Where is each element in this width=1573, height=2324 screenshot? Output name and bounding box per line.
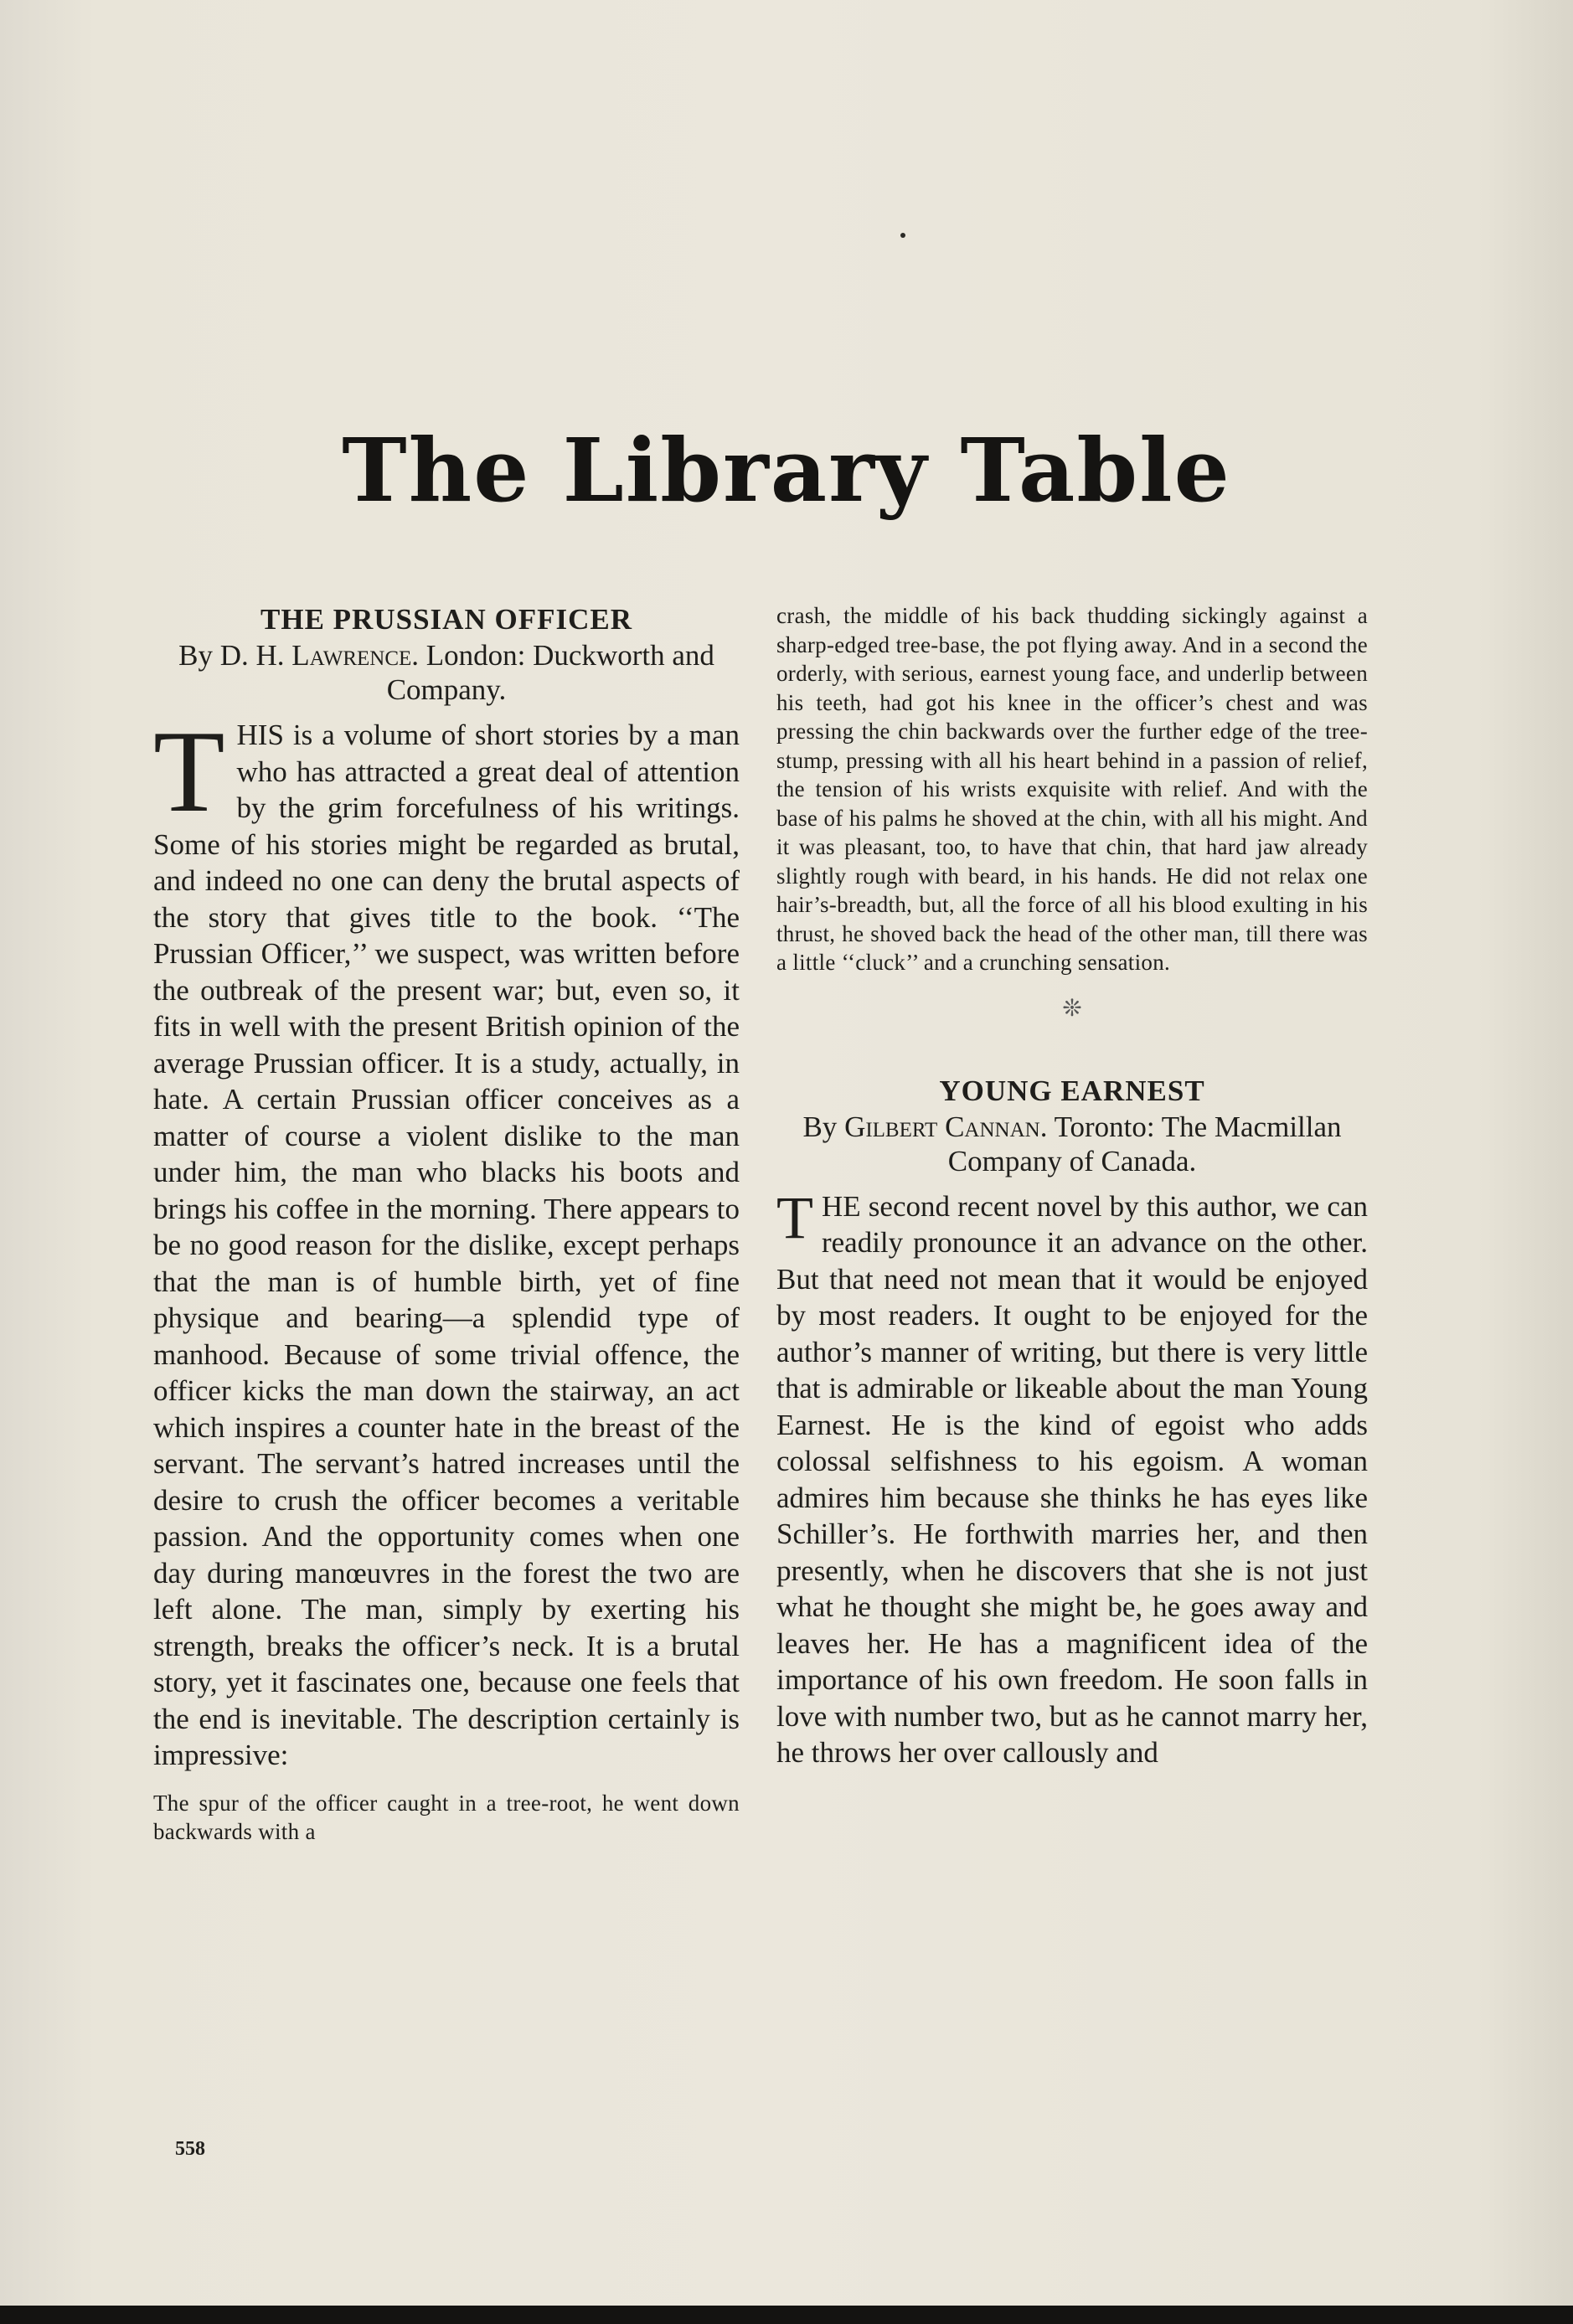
right-column (776, 601, 1368, 1771)
section-ornament: ❊ (1062, 995, 1082, 1022)
article-body (776, 1183, 1368, 1771)
byline-prefix: By (802, 1110, 838, 1143)
drop-cap: T (776, 1183, 813, 1251)
article-byline (153, 638, 740, 707)
paper-speck (900, 233, 905, 238)
article-body (153, 707, 740, 1774)
article-author: D. H. Lawrence. (219, 639, 420, 672)
quoted-passage-continued: crash, the middle of his back thudding sickingly against a sharp-edged tree-base, the pot flying away. And in a second the orderly, with serious, earnest young face, and underlip between his teeth, had got his knee in the officer’s chest and was pressing the chin backwards over the further edge of the tree-stump, pressing with all his heart behind in a passion of relief, the tension of his wrists exquisite with relief. And with the base of his palms he shoved at the chin, with all his might. And it was pleasant, too, to have that chin, that hard jaw already slightly rough with beard, in his hands. He did not relax one hair’s-breadth, but, all the force of all his blood exulting in his thrust, he shoved back the head of the other man, till there was a little ‘‘cluck’’ and a crunching sensation. (776, 603, 1368, 975)
article-byline (776, 1110, 1368, 1178)
scan-edge (0, 2306, 1573, 2324)
article-publisher: London: Duckworth and Company. (386, 639, 714, 706)
page-number: 558 (175, 2138, 205, 2160)
article-title: THE PRUSSIAN OFFICER (260, 603, 632, 636)
article-body-text: HE second recent novel by this author, we can readily pronounce it an advance on the other. But that need not mean that it would be enjoyed by most readers. It ought to be enjoyed for the author’s manner of writing, but there is very little that is admirable or likeable about the man Young Earnest. He is the kind of egoist who adds colossal selfishness to his egoism. A woman admires him because she thinks he has eyes like Schiller’s. He forthwith marries her, and then presently, when he discovers that she is not just what he thought she might be, he goes away and leaves her. He has a magnificent idea of the importance of his own freedom. He soon falls in love with number two, but as he cannot marry her, he throws her over callously and (776, 1189, 1368, 1769)
byline-prefix: By (178, 639, 213, 672)
drop-cap: T (153, 707, 225, 837)
masthead-title: The Library Table (342, 419, 1231, 522)
article-body-text: HIS is a volume of short stories by a man who has attracted a great deal of attention by the grim forcefulness of his writings. Some of his stories might be regarded as brutal, and indeed no one can deny the brutal aspects of the story that gives title to the book. ‘‘The Prussian Officer,’’ we suspect, was written before the outbreak of the present war; but, even so, it fits in well with the present British opinion of the average Prussian officer. It is a study, actually, in hate. A certain Prussian officer conceives as a matter of course a violent dislike to the man under him, the man who blacks his boots and brings his coffee in the morning. There appears to be no good reason for the dislike, except perhaps that the man is of humble birth, yet of fine physique and bearing—a splendid type of manhood. Because of some trivial offence, the officer kicks the man down the stairway, an act which inspires a counter hate in the breast of the servant. The servant’s hatred increases until the desire to crush the officer becomes a veritable passion. And the opportunity comes when one day during manœuvres in the forest the two are left alone. The man, simply by exerting his strength, breaks the officer’s neck. It is a brutal story, yet it fascinates one, because one feels that the end is inevitable. The description certainly is impressive: (153, 719, 740, 1771)
quoted-passage-start: The spur of the officer caught in a tree-root, he went down backwards with a (153, 1790, 740, 1844)
article-title: YOUNG EARNEST (939, 1074, 1205, 1107)
left-column (153, 601, 740, 1847)
article-author: Gilbert Cannan. (844, 1110, 1048, 1143)
article-publisher: Toronto: The Macmillan Company of Canada. (947, 1110, 1342, 1177)
